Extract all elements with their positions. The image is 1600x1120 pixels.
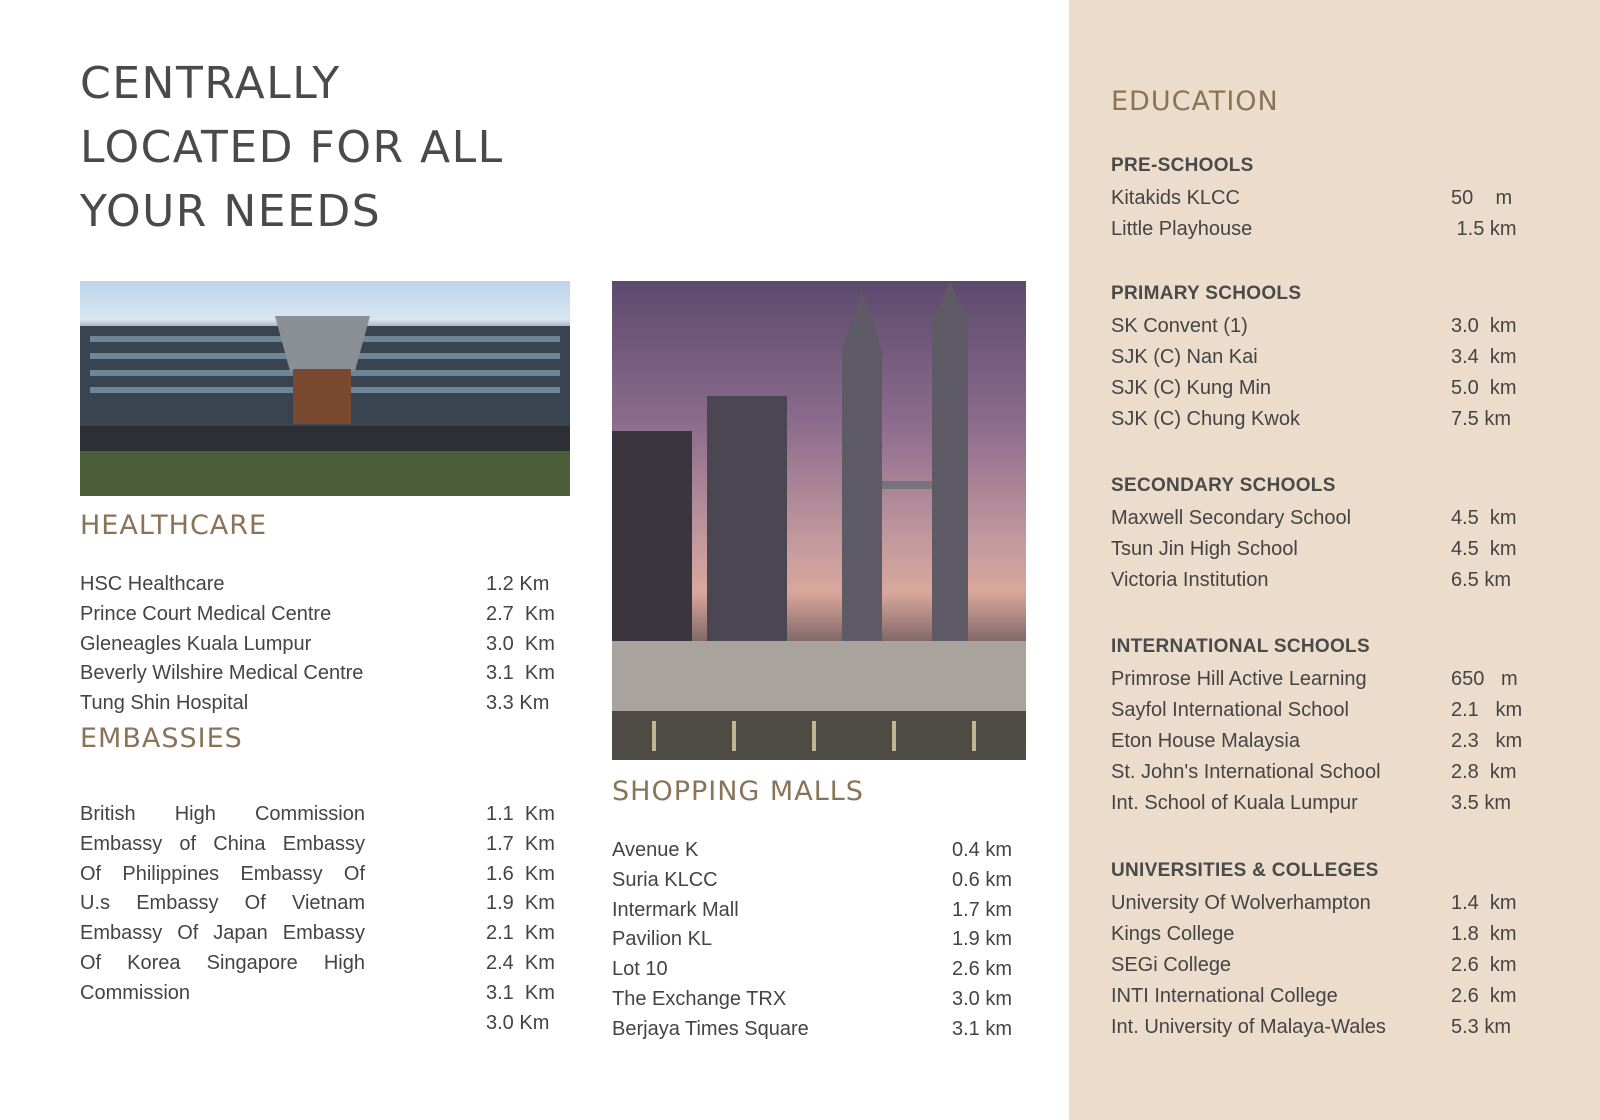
page-title [80,52,504,244]
item-distance: 1.8 km [1451,923,1517,945]
list-item [612,836,1022,866]
list-item [1111,950,1531,981]
list-item [1111,404,1531,435]
malls-heading: SHOPPING MALLS [612,776,864,807]
list-item [612,985,1022,1015]
item-name: SJK (C) Chung Kwok [1111,408,1300,430]
item-name: Prince Court Medical Centre [80,602,332,625]
list-item [1111,695,1531,726]
item-distance: 5.3 km [1451,1016,1512,1038]
item-name: SJK (C) Nan Kai [1111,346,1258,368]
item-name: Tsun Jin High School [1111,538,1298,560]
item-name: Sayfol International School [1111,699,1349,721]
item-name: Kings College [1111,923,1235,945]
list-item [612,925,1022,955]
item-distance: 650 m [1451,668,1518,690]
text-line: 2.4 Km [486,951,555,974]
item-distance: 3.0 Km [486,632,555,655]
embassies-text [80,800,365,1009]
text-line: 2.1 Km [486,922,555,945]
list-item [1111,214,1531,245]
list-item [1111,183,1531,214]
item-distance: 2.6 km [1451,985,1517,1007]
item-name: SJK (C) Kung Min [1111,377,1272,399]
item-name: University Of Wolverhampton [1111,892,1371,914]
item-distance: 4.5 km [1451,507,1517,529]
text-line: Of Philippines Embassy Of [80,862,365,885]
item-name: The Exchange TRX [612,987,787,1010]
list-item [612,1015,1022,1045]
text-line: 1.7 Km [486,832,555,855]
list-item [1111,1012,1531,1043]
text-line: 3.1 Km [486,981,555,1004]
list-item [612,955,1022,985]
item-distance: 2.1 km [1451,699,1523,721]
item-name: HSC Healthcare [80,573,225,595]
item-name: Berjaya Times Square [612,1017,809,1040]
item-name: SEGi College [1111,954,1232,976]
text-line: 3.0 Km [486,1011,550,1034]
list-item [1111,373,1531,404]
secondary-heading: SECONDARY SCHOOLS [1111,475,1336,496]
list-item [1111,503,1531,534]
list-item [1111,534,1531,565]
item-distance: 2.3 km [1451,730,1523,752]
education-heading: EDUCATION [1111,86,1279,117]
list-item [80,659,570,689]
universities-heading: UNIVERSITIES & COLLEGES [1111,860,1379,881]
list-item [80,630,570,660]
list-item [1111,757,1531,788]
item-name: Int. School of Kuala Lumpur [1111,792,1358,814]
text-line: Commission [80,981,191,1004]
list-item [1111,919,1531,950]
embassies-heading: EMBASSIES [80,723,243,754]
item-distance: 3.0 km [952,987,1013,1010]
item-distance: 6.5 km [1451,569,1512,591]
item-distance: 3.0 km [1451,315,1517,337]
text-line: U.s Embassy Of Vietnam [80,892,365,915]
list-item [1111,565,1531,596]
international-list [1111,664,1531,819]
item-name: Suria KLCC [612,868,718,891]
item-distance: 50 m [1451,187,1513,209]
item-name: Int. University of Malaya-Wales [1111,1016,1386,1038]
petronas-towers-photo [612,281,1026,760]
text-line: 1.6 Km [486,862,555,885]
item-distance: 3.1 Km [486,662,555,685]
item-distance: 0.6 km [952,868,1013,891]
healthcare-list [80,570,570,719]
primary-list [1111,311,1531,435]
item-distance: 1.4 km [1451,892,1517,914]
item-distance: 2.6 km [1451,954,1517,976]
text-line: Embassy Of Japan Embassy [80,922,365,945]
text-line: 1.1 Km [486,803,555,825]
item-distance: 5.0 km [1451,377,1517,399]
item-name: Victoria Institution [1111,569,1269,591]
text-line: British High Commission [80,803,365,825]
list-item [1111,981,1531,1012]
item-name: Beverly Wilshire Medical Centre [80,662,364,685]
item-name: Pavilion KL [612,928,713,951]
primary-heading: PRIMARY SCHOOLS [1111,283,1302,304]
item-distance: 1.2 Km [486,573,550,595]
list-item [80,600,570,630]
item-name: St. John's International School [1111,761,1381,783]
list-item [80,689,570,719]
item-distance: 1.7 km [952,898,1013,921]
towers-illustration [612,281,1026,760]
item-name: Maxwell Secondary School [1111,507,1352,529]
list-item [1111,342,1531,373]
list-item [1111,311,1531,342]
item-name: Little Playhouse [1111,218,1253,240]
item-distance: 2.7 Km [486,602,555,625]
title-line-3: YOUR NEEDS [80,186,382,237]
item-name: SK Convent (1) [1111,315,1248,337]
list-item [1111,726,1531,757]
item-name: Intermark Mall [612,898,739,921]
item-distance: 3.5 km [1451,792,1512,814]
title-line-2: LOCATED FOR ALL [80,122,504,173]
item-name: Avenue K [612,839,699,861]
international-heading: INTERNATIONAL SCHOOLS [1111,636,1370,657]
item-distance: 1.9 km [952,928,1013,951]
hospital-illustration [80,281,570,496]
item-distance: 3.3 Km [486,692,550,715]
item-distance: 2.8 km [1451,761,1517,783]
item-distance: 7.5 km [1451,408,1512,430]
list-item [1111,664,1531,695]
list-item [1111,888,1531,919]
healthcare-heading: HEALTHCARE [80,510,268,541]
item-name: INTI International College [1111,985,1338,1007]
item-name: Tung Shin Hospital [80,692,249,715]
item-distance: 1.5 km [1451,218,1517,240]
text-line: 1.9 Km [486,892,555,915]
item-distance: 3.4 km [1451,346,1517,368]
title-line-1: CENTRALLY [80,58,341,109]
malls-list [612,836,1022,1045]
secondary-list [1111,503,1531,596]
text-line: Embassy of China Embassy [80,832,365,855]
list-item [612,896,1022,926]
item-distance: 3.1 km [952,1017,1013,1040]
item-name: Kitakids KLCC [1111,187,1240,209]
item-name: Lot 10 [612,958,668,981]
preschools-heading: PRE-SCHOOLS [1111,155,1254,176]
universities-list [1111,888,1531,1043]
list-item [612,866,1022,896]
list-item [1111,788,1531,819]
item-name: Eton House Malaysia [1111,730,1300,752]
text-line: Of Korea Singapore High [80,951,365,974]
item-distance: 2.6 km [952,958,1013,981]
embassies-distances [486,800,576,1038]
preschools-list [1111,183,1531,245]
item-distance: 4.5 km [1451,538,1517,560]
item-name: Gleneagles Kuala Lumpur [80,632,312,655]
hospital-photo [80,281,570,496]
item-name: Primrose Hill Active Learning [1111,668,1367,690]
list-item [80,570,570,600]
item-distance: 0.4 km [952,839,1013,861]
